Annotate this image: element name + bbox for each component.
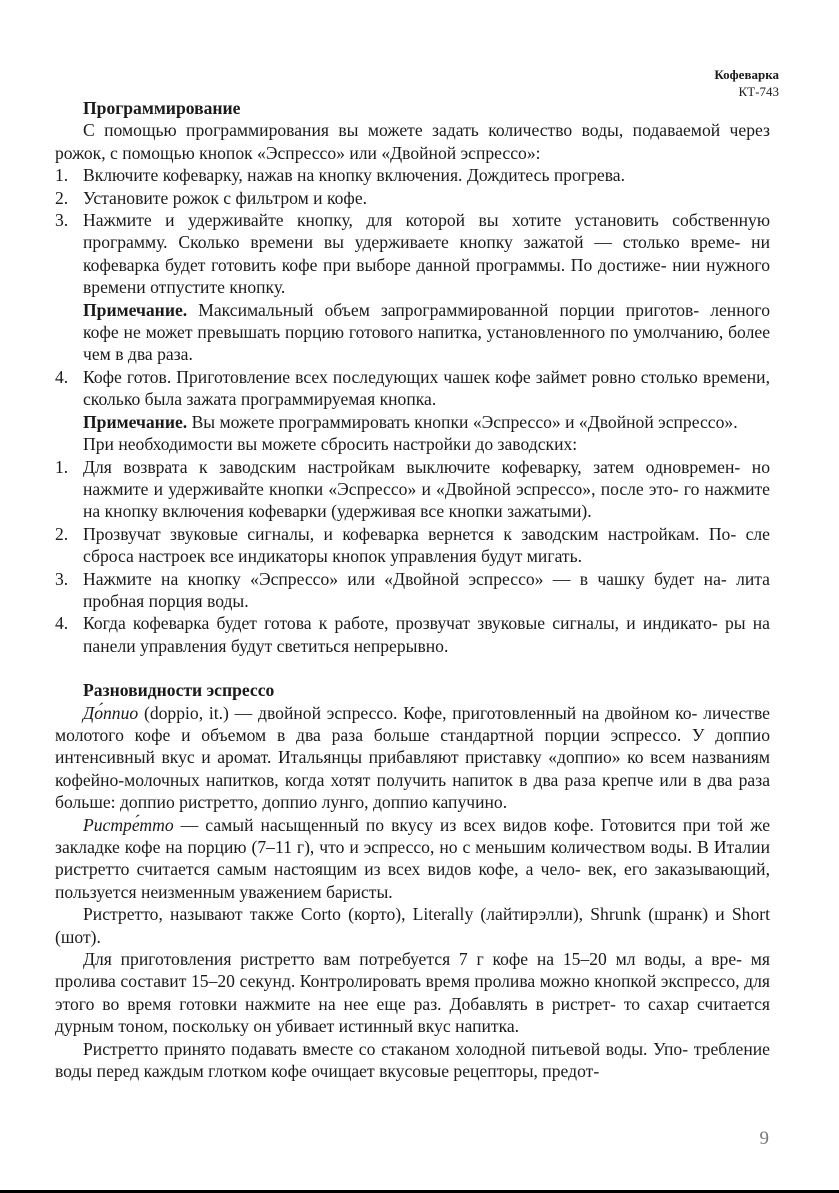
doppio-term: До́ппио — [83, 702, 139, 723]
list-item — [55, 187, 770, 209]
list-item-number: 1. — [55, 456, 69, 477]
note-programmable-buttons — [55, 411, 770, 433]
header-product: Кофеварка — [714, 67, 779, 82]
list-item-number: 2. — [55, 523, 69, 544]
reset-steps — [55, 456, 770, 658]
list-item-text: Нажмите и удерживайте кнопку, для которой вы хотите установить собственную программу. Сколько времени вы удерживаете кнопку зажатой — столько време- ни кофеварка будет готовить кофе при выборе данной программы. По достиже- нии нужного времени отпустите кнопку. — [83, 210, 770, 298]
ristretto-names-paragraph: Ристретто, называют также Corto (корто), Literally (лайтирэлли), Shrunk (шранк) и Short (шот). — [55, 904, 770, 947]
list-item — [55, 523, 770, 568]
list-item-number: 3. — [55, 568, 69, 589]
ristretto-serving-paragraph: Ристретто принято подавать вместе со стаканом холодной питьевой воды. Упо- требление воды перед каждым глотком кофе очищает вкусовые рецепторы, предот- — [55, 1038, 770, 1082]
list-item-text: Кофе готов. Приготовление всех последующих чашек кофе займет ровно столько времени, сколько была зажата программируемая кнопка. — [83, 366, 770, 410]
list-item-text: Прозвучат звуковые сигналы, и кофеварка вернется к заводским настройкам. По- сле сброса настроек все индикаторы кнопок управления будут мигать. — [83, 523, 770, 567]
list-item — [55, 366, 770, 411]
programming-step-4 — [55, 366, 770, 411]
list-item — [55, 209, 770, 299]
note-label: Примечание. — [83, 411, 188, 432]
page-header — [714, 66, 779, 100]
reset-intro: При необходимости вы можете сбросить настройки до заводских: — [83, 434, 578, 455]
note-max-volume — [55, 299, 770, 366]
list-item-text: Включите кофеварку, нажав на кнопку включения. Дождитесь прогрева. — [83, 165, 626, 186]
list-item-number: 4. — [55, 613, 69, 634]
list-item — [55, 612, 770, 657]
ristretto-term: Ристре́тто — [83, 814, 174, 835]
ristretto-paragraph — [55, 814, 770, 904]
list-item — [55, 164, 770, 186]
doppio-paragraph — [55, 702, 770, 814]
page-number: 9 — [759, 1128, 769, 1149]
list-item-text: Для возврата к заводским настройкам выключите кофеварку, затем одновремен- но нажмите и удерживайте кнопки «Эспрессо» и «Двойной эспрессо», после это- го нажмите на кнопку включения кофеварки (удерживая все кнопки зажатыми). — [83, 456, 770, 522]
section-title-programming: Программирование — [83, 98, 241, 118]
list-item-text: Нажмите на кнопку «Эспрессо» или «Двойной эспрессо» — в чашку будет на- лита пробная порция воды. — [83, 568, 770, 611]
list-item-number: 1. — [55, 165, 69, 186]
list-item — [55, 568, 770, 613]
note-label: Примечание. — [83, 299, 188, 320]
section-spacer — [55, 657, 770, 679]
page-content — [55, 97, 770, 1082]
note-text: Максимальный объем запрограммированной порции приготов- ленного кофе не может превышать порцию готового напитка, установленного по умолчанию, более чем в два раза. — [83, 299, 770, 365]
programming-intro: С помощью программирования вы можете задать количество воды, подаваемой через рожок, с помощью кнопок «Эспрессо» или «Двойной эспрессо»: — [55, 120, 770, 163]
ristretto-preparation-paragraph: Для приготовления ристретто вам потребуется 7 г кофе на 15–20 мл воды, а вре- мя пролива составит 15–20 секунд. Контролировать время пролива можно кнопкой экспрессо, для этого во время готовки нажмите на нее еще раз. Добавлять в ристрет- то сахар считается дурным тоном, поскольку он убивает истинный вкус напитка. — [55, 949, 770, 1037]
programming-steps — [55, 164, 770, 298]
list-item — [55, 456, 770, 523]
list-item-text: Когда кофеварка будет готова к работе, прозвучат звуковые сигналы, и индикато- ры на панели управления будут светиться непрерывно. — [83, 613, 770, 656]
section-title-espresso-types: Разновидности эспрессо — [83, 680, 275, 701]
ristretto-text: — самый насыщенный по вкусу из всех видов кофе. Готовится при той же закладке кофе на порцию (7–11 г), что и эспрессо, но с меньшим количеством воды. В Италии ристретто считается самым настоящим из всех видов кофе, а чело- век, его заказывающий, пользуется неизменным уважением баристы. — [55, 814, 770, 902]
header-model: КТ-743 — [738, 84, 779, 99]
doppio-text: (doppio, it.) — двойной эспрессо. Кофе, приготовленный на двойном ко- личестве молотого кофе и объемом в два раза больше стандартной порции эспрессо. У доппио интенсивный вкус и аромат. Итальянцы прибавляют приставку «доппио» ко всем названиям кофейно-молочных напитков, когда хотят получить напиток в два раза крепче или в два раза больше: доппио ристретто, доппио лунго, доппио капучино. — [55, 702, 770, 813]
note-text: Вы можете программировать кнопки «Эспрессо» и «Двойной эспрессо». — [187, 411, 738, 432]
list-item-number: 2. — [55, 187, 69, 208]
list-item-number: 4. — [55, 366, 69, 387]
list-item-text: Установите рожок с фильтром и кофе. — [83, 187, 368, 208]
list-item-number: 3. — [55, 210, 69, 231]
